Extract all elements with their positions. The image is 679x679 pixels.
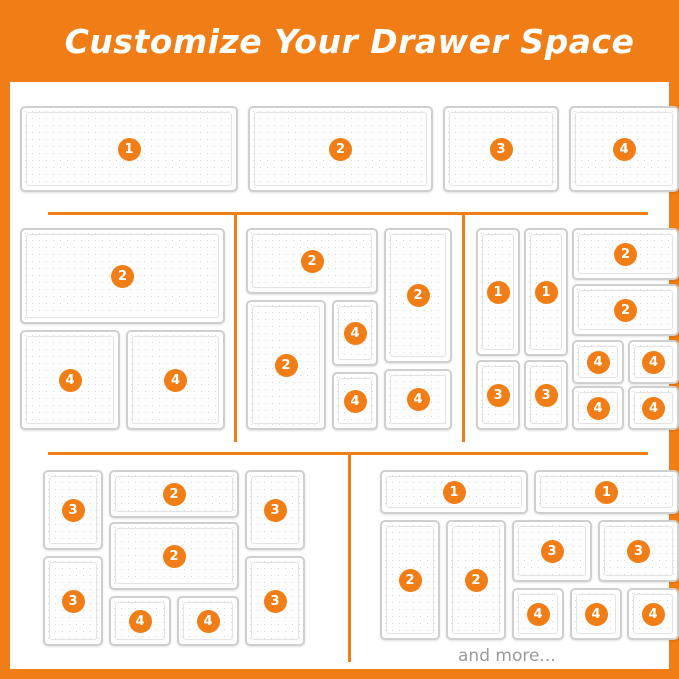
size-badge: 4 xyxy=(613,138,636,161)
size-badge: 4 xyxy=(587,397,610,420)
size-badge: 2 xyxy=(399,569,422,592)
size-badge: 1 xyxy=(118,138,141,161)
size-badge: 3 xyxy=(487,384,510,407)
size-badge: 1 xyxy=(487,281,510,304)
size-badge: 3 xyxy=(541,540,564,563)
size-badge: 2 xyxy=(614,299,637,322)
size-badge: 2 xyxy=(465,569,488,592)
size-badge: 2 xyxy=(163,545,186,568)
size-badge: 2 xyxy=(111,265,134,288)
divider-vertical-bottom xyxy=(348,452,351,662)
size-badge: 3 xyxy=(264,499,287,522)
size-badge: 4 xyxy=(587,351,610,374)
size-badge: 2 xyxy=(275,354,298,377)
size-badge: 4 xyxy=(59,369,82,392)
size-badge: 3 xyxy=(264,590,287,613)
size-badge: 4 xyxy=(642,603,665,626)
size-badge: 2 xyxy=(301,250,324,273)
size-badge: 3 xyxy=(62,590,85,613)
divider-vertical-left xyxy=(234,212,237,442)
size-badge: 3 xyxy=(627,540,650,563)
size-badge: 2 xyxy=(329,138,352,161)
divider-horizontal-top xyxy=(48,212,648,215)
size-badge: 4 xyxy=(642,351,665,374)
size-badge: 4 xyxy=(407,388,430,411)
size-badge: 3 xyxy=(490,138,513,161)
size-badge: 4 xyxy=(344,390,367,413)
size-badge: 4 xyxy=(344,322,367,345)
size-badge: 1 xyxy=(443,481,466,504)
size-badge: 1 xyxy=(595,481,618,504)
size-badge: 2 xyxy=(614,243,637,266)
header-banner xyxy=(10,0,679,82)
size-badge: 1 xyxy=(535,281,558,304)
size-badge: 4 xyxy=(585,603,608,626)
size-badge: 4 xyxy=(527,603,550,626)
size-badge: 2 xyxy=(407,284,430,307)
size-badge: 2 xyxy=(163,483,186,506)
size-badge: 4 xyxy=(129,610,152,633)
divider-vertical-right xyxy=(462,212,465,442)
size-badge: 3 xyxy=(62,499,85,522)
size-badge: 4 xyxy=(164,369,187,392)
and-more-label: and more... xyxy=(458,646,556,666)
size-badge: 4 xyxy=(642,397,665,420)
size-badge: 4 xyxy=(197,610,220,633)
page-title: Customize Your Drawer Space xyxy=(64,21,635,61)
size-badge: 3 xyxy=(535,384,558,407)
